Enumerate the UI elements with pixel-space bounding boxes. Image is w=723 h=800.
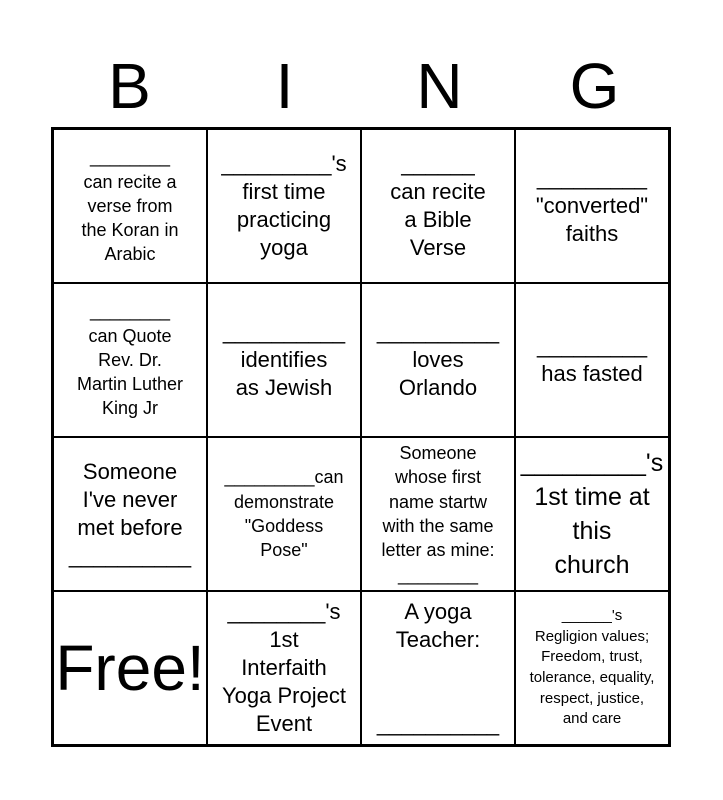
bingo-cell-r2c4[interactable]: _________ has fasted: [515, 283, 669, 437]
bingo-cell-r2c2[interactable]: __________ identifies as Jewish: [207, 283, 361, 437]
bingo-cell-free[interactable]: Free!: [53, 591, 207, 745]
bingo-cell-r1c3[interactable]: ______ can recite a Bible Verse: [361, 129, 515, 283]
header-letter-b: B: [108, 50, 151, 122]
bingo-cell-r4c2[interactable]: ________'s 1st Interfaith Yoga Project Event: [207, 591, 361, 745]
bingo-cell-r4c3[interactable]: A yoga Teacher: __________: [361, 591, 515, 745]
bingo-cell-r1c4[interactable]: _________ "converted" faiths: [515, 129, 669, 283]
bingo-cell-r2c3[interactable]: __________ loves Orlando: [361, 283, 515, 437]
bingo-cell-r3c1[interactable]: Someone I've never met before __________: [53, 437, 207, 591]
bingo-cell-r3c3[interactable]: Someone whose first name startw with the same letter as mine: ________: [361, 437, 515, 591]
bingo-cell-r3c4[interactable]: _________'s 1st time at this church: [515, 437, 669, 591]
bingo-header: [52, 50, 672, 122]
bingo-cell-r2c1[interactable]: ________ can Quote Rev. Dr. Martin Luther King Jr: [53, 283, 207, 437]
header-letter-n: N: [416, 50, 463, 122]
bingo-cell-r1c2[interactable]: _________'s first time practicing yoga: [207, 129, 361, 283]
bingo-cell-r1c1[interactable]: ________ can recite a verse from the Koran in Arabic: [53, 129, 207, 283]
bingo-cell-r3c2[interactable]: _________can demonstrate "Goddess Pose": [207, 437, 361, 591]
bingo-grid: [51, 127, 671, 747]
header-letter-g: G: [569, 50, 620, 122]
bingo-cell-r4c4[interactable]: ______'s Regligion values; Freedom, trust, tolerance, equality, respect, justice, and care: [515, 591, 669, 745]
header-letter-i: I: [275, 50, 294, 122]
